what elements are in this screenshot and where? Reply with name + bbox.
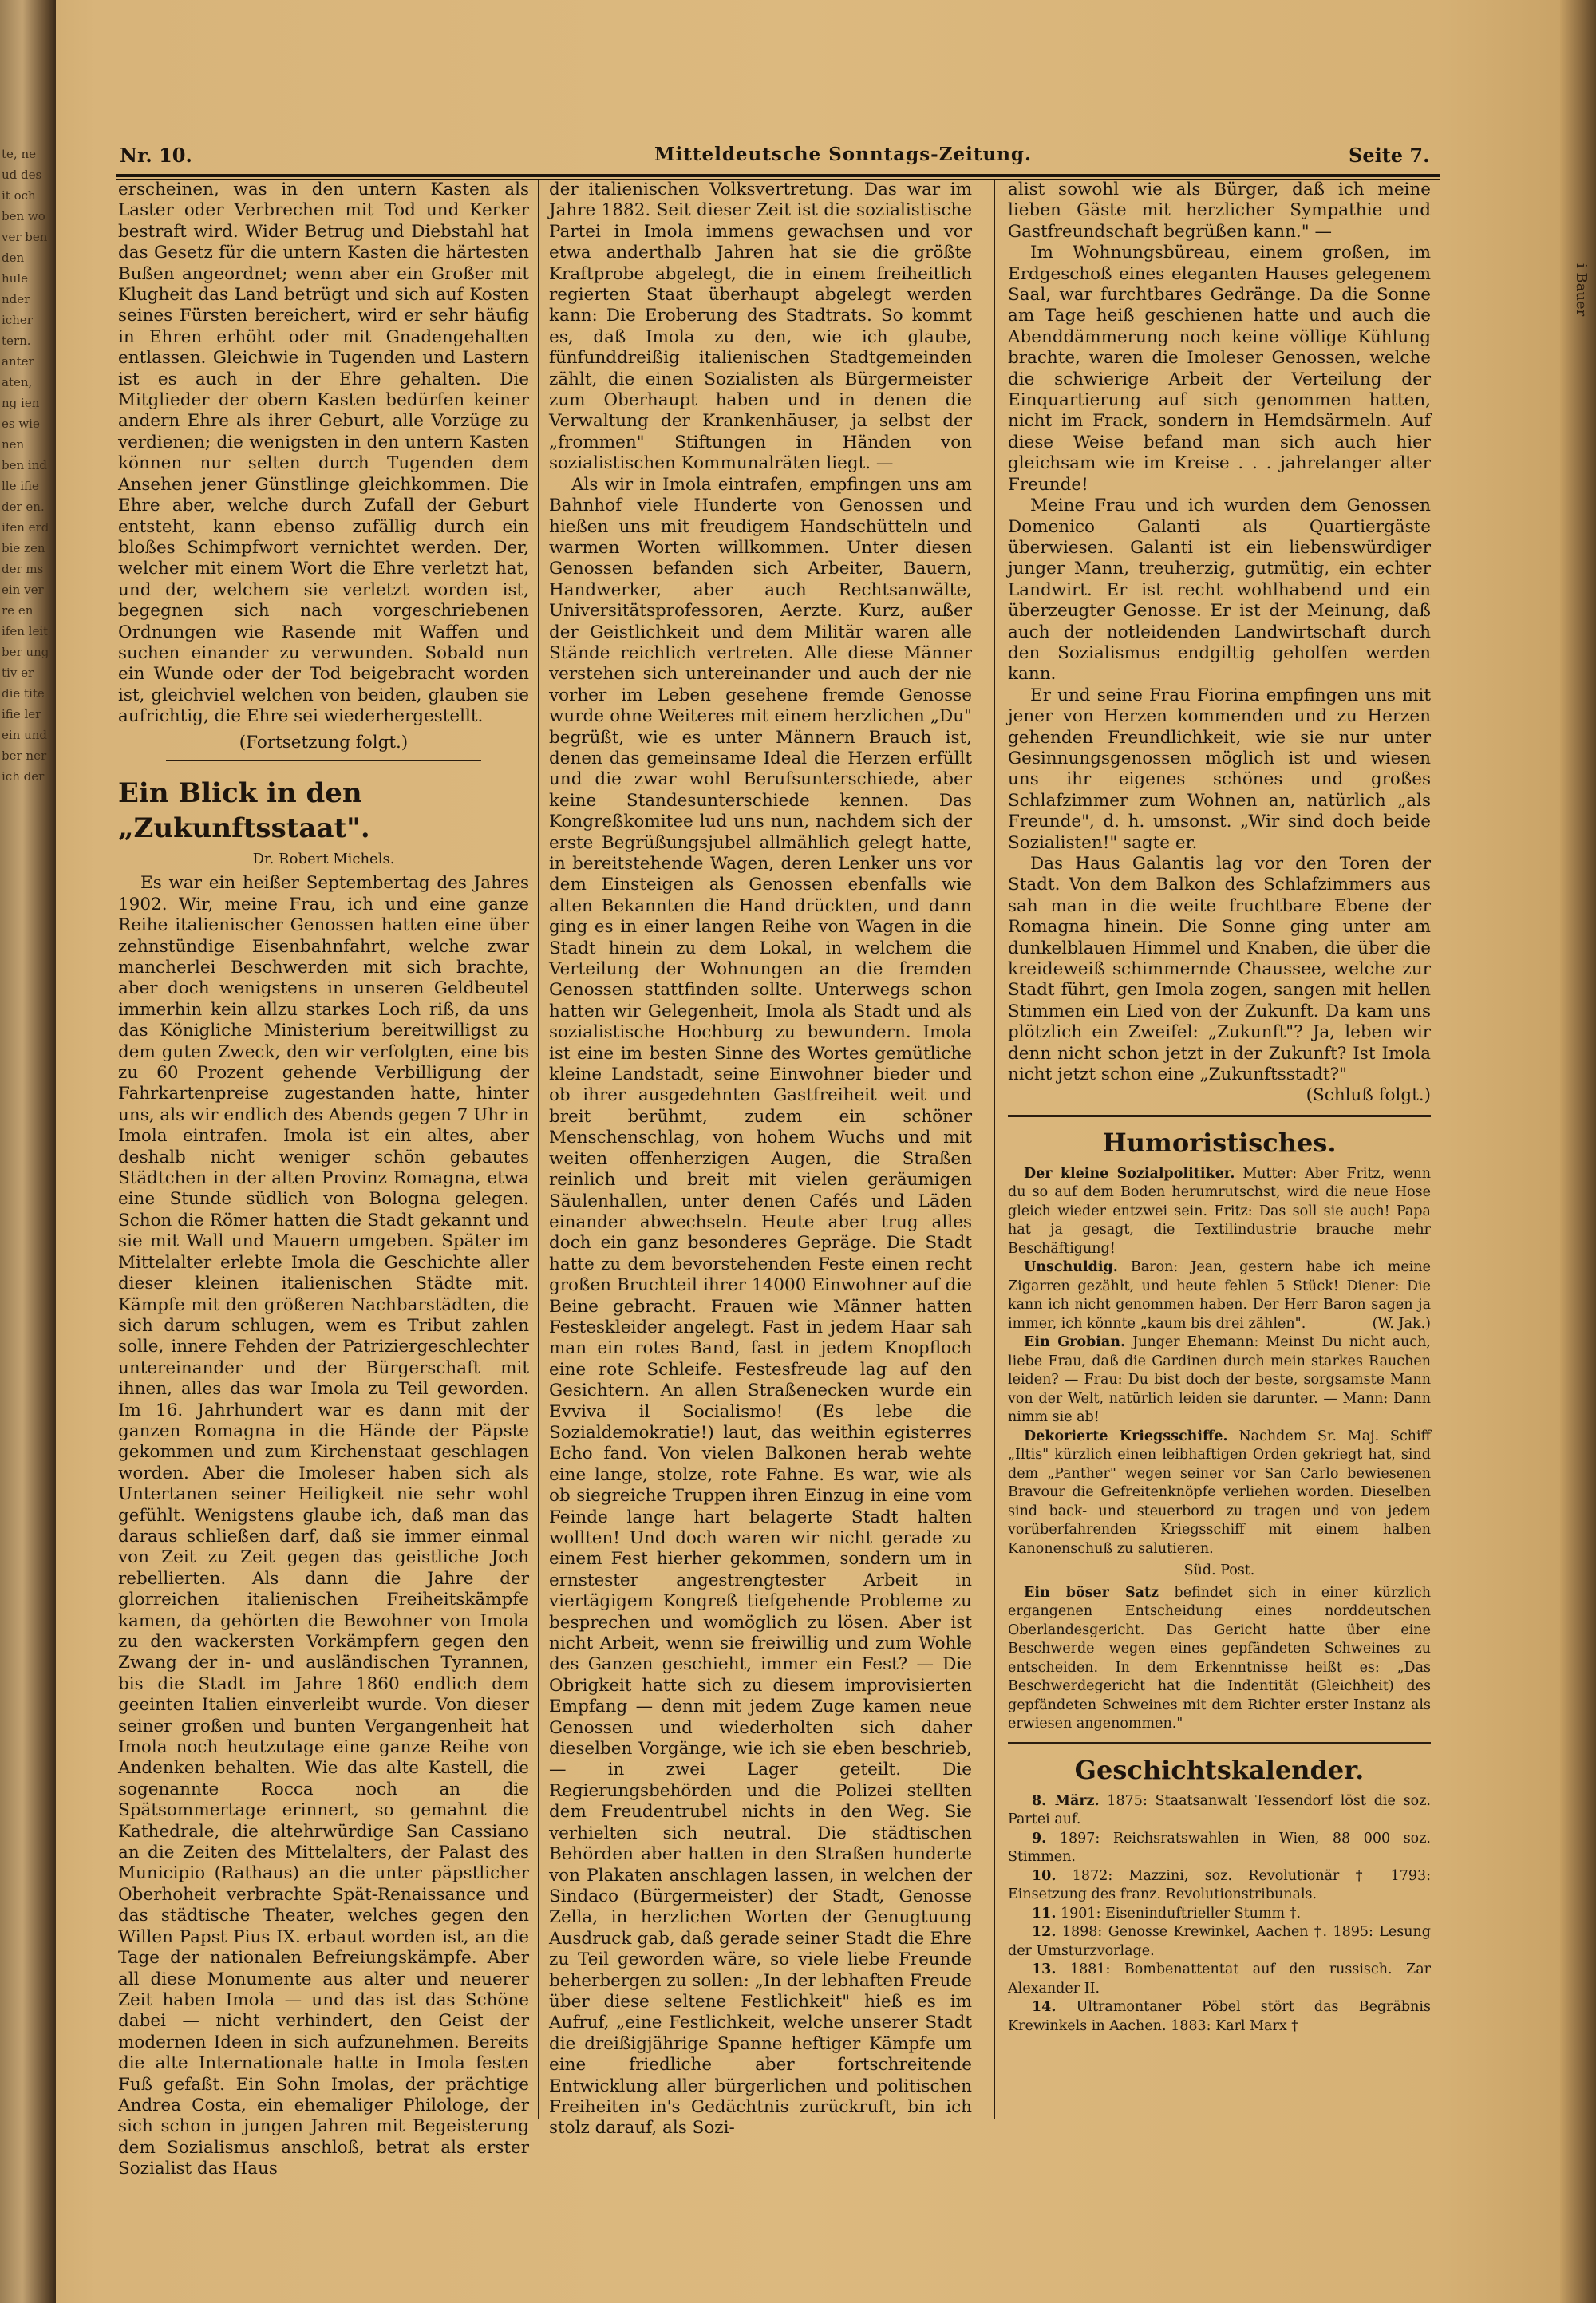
humor-item-heading: Dekorierte Kriegsschiffe.: [1024, 1428, 1228, 1444]
calendar-entry: [1008, 1830, 1431, 1867]
col1-paragraph-1: erscheinen, was in den untern Kasten als Laster oder Verbrechen mit Tod und Kerker bestraft wird. Wider Betrug und Diebstahl hat das Gesetz für die untern Kasten die härtesten Bußen angeordnet; wenn aber ein Großer mit Klugheit das Land betrügt und sich auf Kosten seines Fürsten bereichert, wird er sehr häufig in Ehren erhöht oder mit Gnadengehalten entlassen. Gleichwie in Tugenden und Lastern ist es auch in der Ehre gehalten. Die Mitglieder der obern Kasten bedürfen keiner andern Ehre als ihrer Geburt, alle Vorzüge zu verdienen; die wenigsten in den untern Kasten können nur selten durch Tugenden dem Ansehen jener Günstlinge gleichkommen. Die Ehre aber, welche durch Zufall der Geburt entsteht, kann ebenso zufällig durch ein bloßes Schimpfwort vernichtet werden. Der, welcher mit einem Wort die Ehre verletzt hat, und der, welchem sie verletzt worden ist, begegnen sich nach vorgeschriebenen Ordnungen wie Rasende mit Waffen und suchen einander zu verwunden. Sobald nun ein Wunde oder der Tod beigebracht worden ist, gleichviel welchen von beiden, glauben sie aufrichtig, die Ehre sei wiederhergestellt.: [118, 180, 529, 727]
humor-item: [1008, 1584, 1431, 1734]
column-divider-2: [994, 180, 995, 2119]
calendar-date: 11.: [1032, 1905, 1057, 1922]
humor-item-heading: Ein Grobian.: [1024, 1334, 1126, 1351]
calendar-text: Ultramontaner Pöbel stört das Begräbnis Krewinkels in Aachen. 1883: Karl Marx †: [1008, 1999, 1431, 2034]
calendar-text: 1897: Reichsratswahlen in Wien, 88 000 soz. Stimmen.: [1008, 1830, 1431, 1866]
col3-paragraph-3: Meine Frau und ich wurden dem Genossen Domenico Galanti als Quartiergäste überwiesen. Galanti ist ein liebenswürdiger junger Mann, treuherzig, gutmütig, ein echter Landwirt. Er ist recht wohlhabend und ein überzeugter Genosse. Er ist der Meinung, daß auch der notleidenden Landwirtschaft durch den Sozialismus endgiltig geholfen werden kann.: [1008, 496, 1431, 685]
calendar-entry: [1008, 1867, 1431, 1905]
calendar-text: 1872: Mazzini, soz. Revolutionär † 1793: Einsetzung des franz. Revolutionstribunals.: [1008, 1867, 1431, 1903]
calendar-text: 1881: Bombenattentat auf den russisch. Zar Alexander II.: [1008, 1961, 1431, 1997]
col3-paragraph-2: Im Wohnungsbüreau, einem großen, im Erdgeschoß eines eleganten Hauses gelegenem Saal, war furchtbares Gedränge. Da die Sonne am Tage heiß geschienen hatte und auch die Abenddämmerung noch keine völlige Kühlung brachte, waren die Imoleser Genossen, welche die schwierige Arbeit der Verteilung der Einquartierung auf sich genommen hatten, nicht im Frack, sondern in Hemdsärmeln. Auf diese Weise befand man sich auch hier gleichsam wie im Kreise . . . jahrelanger alter Freunde!: [1008, 243, 1431, 495]
humor-item-text: Junger Ehemann: Meinst Du nicht auch, liebe Frau, daß die Gardinen durch mein starkes Rauchen leiden? — Frau: Du bist doch der beste, sorgsamste Mann von der Welt, natürlich leiden sie darunter. — Mann: Dann nimm sie ab!: [1008, 1334, 1431, 1426]
col1-paragraph-2: Es war ein heißer Septembertag des Jahres 1902. Wir, meine Frau, ich und eine ganze Reihe italienischer Genossen hatten eine über zehnstündige Eisenbahnfahrt, welche zwar mancherlei Beschwerden mit sich brachte, aber doch wenigstens in unseren Geldbeutel immerhin kein allzu starkes Loch riß, da uns das Königliche Ministerium bereitwilligst zu dem guten Zweck, den wir verfolgten, eine bis zu 60 Prozent gehende Verbilligung der Fahrkartenpreise zugestanden hatte, hinter uns, als wir endlich des Abends gegen 7 Uhr in Imola eintrafen. Imola ist ein altes, aber deshalb nicht weniger schön gebautes Städtchen in der alten Provinz Romagna, etwa eine Stunde südlich von Bologna gelegen. Schon die Römer hatten die Stadt gekannt und sie mit Wall und Mauern umgeben. Später im Mittelalter erlebte Imola die Geschichte aller dieser kleinen italienischen Städte mit. Kämpfe mit den größeren Nachbarstädten, die sich darum schlugen, wem es Tribut zahlen solle, innere Fehden der Patriziergeschlechter untereinander und der Bürgerschaft mit ihnen, alles das war Imola zu Teil geworden. Im 16. Jahrhundert war es dann mit der ganzen Romagna in die Hände der Päpste gekommen und zum Kirchenstaat geschlagen worden. Aber die Imoleser haben sich als Untertanen seiner Heiligkeit nie sehr wohl gefühlt. Wenigstens glaube ich, daß man das daraus schließen darf, daß sie immer einmal von Zeit zu Zeit gegen das geistliche Joch rebellierten. Als dann die Jahre der glorreichen italienischen Freiheitskämpfe kamen, da gehörten die Bewohner von Imola zu den wackersten Vorkämpfern gegen den Zwang der in- und ausländischen Tyrannen, bis die Stadt im Jahre 1860 endlich dem geeinten Italien einverleibt wurde. Von dieser seiner großen und bunten Vergangenheit hat Imola noch heutzutage eine ganze Reihe von Andenken behalten. Wie das alte Kastell, die sogenannte Rocca noch an die Spätsommertage erinnert, so gemahnt die Kathedrale, die altehrwürdige San Cassiano an die Zeiten des Mittelalters, der Palast des Municipio (Rathaus) an die unter päpstlicher Oberhoheit verbrachte Spät-Renaissance und das städtische Theater, welches gegen den Willen Papst Pius IX. erbaut worden ist, an die Tage der nationalen Befreiungskämpfe. Aber all diese Monumente aus alter und neuerer Zeit haben Imola — und das ist das Schöne dabei — nicht verhindert, den Geist der modernen Ideen in sich aufzunehmen. Bereits die alte Internationale hatte in Imola festen Fuß gefaßt. Ein Sohn Imolas, der prächtige Andrea Costa, ein ehemaliger Philologe, der sich schon in jungen Jahren mit Begeisterung dem Sozialismus anschloß, betrat als erster Sozialist das Haus: [118, 873, 529, 2179]
calendar-section-title: Geschichtskalender.: [1074, 1754, 1365, 1785]
humor-item: [1008, 1333, 1431, 1428]
calendar-date: 8. März.: [1032, 1792, 1100, 1809]
column-1: [118, 180, 529, 2179]
humor-item-heading: Unschuldig.: [1024, 1259, 1118, 1276]
section-rule: [1008, 1742, 1431, 1744]
calendar-date: 14.: [1032, 1999, 1057, 2016]
humor-item-text: Baron: Jean, gestern habe ich meine Zigarren gezählt, und heute fehlen 5 Stück! Diener: Die kann ich nicht genommen haben. Der Herr Baron sagen ja immer, ich könnte „kaum bis drei zählen".: [1008, 1259, 1431, 1332]
col3-paragraph-4: Er und seine Frau Fiorina empfingen uns mit jener von Herzen kommenden und zu Herzen gehenden Freundlichkeit, wie sie nur unter Gesinnungsgenossen möglich ist und wiesen uns ihr eigenes schönes und großes Schlafzimmer zum Wohnen an, natürlich „als Freunde", d. h. umsonst. „Wir sind doch beide Sozialisten!" sagte er.: [1008, 685, 1431, 853]
humor-item: [1008, 1165, 1431, 1259]
right-edge-fragment: i Bauer: [1573, 263, 1590, 317]
page-number: Seite 7.: [1349, 144, 1430, 167]
article-title: Ein Blick in den „Zukunftsstaat".: [118, 776, 370, 844]
column-2: [549, 180, 972, 2139]
conclusion-note: (Schluß folgt.): [1306, 1085, 1431, 1106]
col3-paragraph-5: Das Haus Galantis lag vor den Toren der Stadt. Von dem Balkon des Schlafzimmers aus sah man in die weite fruchtbare Ebene der Romagna hinein. Die Sonne ging unter am dunkelblauen Himmel und Knaben, die über die kreideweiß schimmernde Chaussee, welche zur Stadt führt, gen Imola zogen, sangen mit hellen Stimmen ein Lied von der Zukunft. Da kam uns plötzlich ein Zweifel: „Zukunft"? Ja, leben wir denn nicht schon jetzt in der Zukunft? Ist Imola nicht jetzt schon eine „Zukunftsstadt?": [1008, 854, 1431, 1085]
binding-spine: [0, 0, 56, 2303]
humor-item: [1008, 1258, 1431, 1333]
newspaper-name: Mitteldeutsche Sonntags-Zeitung.: [654, 144, 1033, 165]
col2-paragraph-1: der italienischen Volksvertretung. Das war im Jahre 1882. Seit dieser Zeit ist die sozialistische Partei in Imola immens gewachsen und vor etwa anderthalb Jahren hat sie die größte Kraftprobe abgelegt, die in einem freiheitlich regierten Staat überhaupt abgelegt werden kann: Die Eroberung des Stadtrats. So kommt es, daß Imola zu den, wie ich glaube, fünfunddreißig italienischen Stadtgemeinden zählt, die einen Sozialisten als Bürgermeister zum Oberhaupt haben und in denen die Verwaltung der Krankenhäuser, ja selbst der „frommen" Stiftungen in Händen von sozialistischen Kommunalräten liegt. —: [549, 180, 972, 474]
column-divider-1: [538, 180, 539, 2119]
calendar-text: 1901: Eiseninduftrieller Stumm †.: [1061, 1905, 1302, 1922]
humor-section-title: Humoristisches.: [1102, 1127, 1337, 1158]
article-separator: [166, 760, 481, 761]
adjacent-page-fragments: te, ne ud des it och ben wo ver ben den hule nder icher tern. anter aten, ng ien es wie nen ben ind lle ifie der en. ifen erd bie zen der ms ein ver re en ifen leit ber ung tiv er die tite ifie ler ein und ber ner ich der: [2, 147, 49, 784]
calendar-entry: [1008, 1792, 1431, 1830]
humor-item-heading: Ein böser Satz: [1024, 1584, 1159, 1601]
issue-number: Nr. 10.: [120, 144, 192, 167]
calendar-text: 1875: Staatsanwalt Tessendorf löst die soz. Partei auf.: [1008, 1792, 1431, 1828]
col3-paragraph-1: alist sowohl wie als Bürger, daß ich meine lieben Gäste mit herzlicher Sympathie und Gastfreundschaft begrüßen kann." —: [1008, 180, 1431, 242]
calendar-entry: [1008, 1905, 1431, 1924]
humor-item-text: befindet sich in einer kürzlich ergangenen Entscheidung eines norddeutschen Oberlandesgericht. Das Gericht hatte über eine Beschwerde wegen eines gepfändeten Schweines zu entscheiden. In dem Erkenntnisse heißt es: „Das Beschwerdegericht hat die Indentität (Gleichheit) des gepfändeten Schweines mit dem Richter erster Instanz als erwiesen angenommen.": [1008, 1584, 1431, 1732]
humor-item-heading: Der kleine Sozialpolitiker.: [1024, 1165, 1235, 1182]
calendar-date: 13.: [1032, 1961, 1057, 1978]
section-rule: [1008, 1115, 1431, 1117]
calendar-entry: [1008, 1961, 1431, 1998]
calendar-entry: [1008, 1923, 1431, 1961]
article-author: Dr. Robert Michels.: [252, 850, 395, 867]
humor-item: [1008, 1428, 1431, 1559]
continued-note: (Fortsetzung folgt.): [239, 732, 409, 753]
calendar-section: [1008, 1792, 1431, 2036]
column-3: [1008, 180, 1431, 2119]
header-rule: [116, 174, 1440, 177]
calendar-entry: [1008, 1998, 1431, 2036]
humor-item-text: Mutter: Aber Fritz, wenn du so auf dem Boden herumrutschst, wird die neue Hose gleich wieder entzwei sein. Fritz: Das soll sie auch! Papa hat ja gesagt, die Textilindustrie brauche mehr Beschäftigung!: [1008, 1165, 1431, 1257]
calendar-date: 12.: [1032, 1924, 1057, 1941]
calendar-date: 10.: [1032, 1867, 1057, 1884]
humor-item-source: (W. Jak.): [1372, 1315, 1431, 1332]
calendar-date: 9.: [1032, 1830, 1047, 1847]
humor-item-source: Süd. Post.: [1183, 1562, 1255, 1579]
humor-section: [1008, 1165, 1431, 1734]
col2-paragraph-2: Als wir in Imola eintrafen, empfingen uns am Bahnhof viele Hunderte von Genossen und hießen uns mit freudigem Handschütteln und warmen Worten willkommen. Unter diesen Genossen befanden sich Arbeiter, Bauern, Handwerker, aber auch Rechtsanwälte, Universitätsprofessoren, Aerzte. Kurz, außer der Geistlichkeit und dem Militär waren alle Stände reichlich vertreten. Alle diese Männer verstehen sich untereinander und auch der nie vorher im Leben gesehene fremde Genosse wurde ohne Weiteres mit einem herzlichen „Du" begrüßt, wie es unter Männern Brauch ist, denen das gemeinsame Ideal die Herzen erfüllt und die zwar wohl Berufsunterschiede, aber keine Standesunterschiede kennen. Das Kongreßkomitee lud uns nun, nachdem sich der erste Begrüßungsjubel allmählich gelegt hatte, in bereitstehende Wagen, deren Lenker uns vor dem Einsteigen als Genossen ebenfalls wie alten Bekannten die Hand drückten, und dann ging es in einer langen Reihe von Wagen in die Stadt hinein zu dem Lokal, in welchem die Verteilung der Wohnungen an die fremden Genossen stattfinden sollte. Unterwegs schon hatten wir Gelegenheit, Imola als Stadt und als sozialistische Hochburg zu bewundern. Imola ist eine im besten Sinne des Wortes gemütliche kleine Landstadt, seine Einwohner bieder und ob ihrer ausgedehnten Gastfreiheit weit und breit berühmt, zudem ein schöner Menschenschlag, von hohem Wuchs und mit weiten offenherzigen Augen, die Straßen reinlich und breit mit vielen geräumigen Säulenhallen, unter denen Cafés und Läden einander abwechseln. Heute aber trug alles doch ein ganz besonderes Gepräge. Die Stadt hatte zu dem bevorstehenden Feste einen recht großen Bruchteil ihrer 14000 Einwohner auf die Beine gebracht. Frauen wie Männer hatten Festeskleider angelegt. Fast in jedem Haar sah man ein rotes Band, fast in jedem Knopfloch eine rote Schleife. Festesfreude lag auf den Gesichtern. An allen Straßenecken wurde ein Evviva il Socialismo! (Es lebe die Sozialdemokratie!) laut, das weithin egisterres Echo fand. Von vielen Balkonen herab wehte eine lange, stolze, rote Fahne. Es war, wie als ob siegreiche Truppen ihren Einzug in eine vom Feinde lange hart belagerte Stadt halten wollten! Und doch waren wir nicht gerade zu einem Fest hierher gekommen, sondern um in ernstester angestrengtester Arbeit in viertägigem Kongreß tiefgehende Probleme zu besprechen und womöglich zu lösen. Aber ist nicht Arbeit, wenn sie freiwillig und zum Wohle des Ganzen geschieht, immer ein Fest? — Die Obrigkeit hatte sich zu diesem improvisierten Empfang — denn mit jedem Zuge kamen neue Genossen und wiederholten sich daher dieselben Vorgänge, wie ich sie eben beschrieb, — in zwei Lager geteilt. Die Regierungsbehörden und die Polizei stellten dem Freudentrubel nichts in den Weg. Sie verhielten sich neutral. Die städtischen Behörden aber hatten in den Straßen hunderte von Plakaten anschlagen lassen, in welchen der Sindaco (Bürgermeister) der Stadt, Genosse Zella, in herzlichen Worten der Genugtuung Ausdruck gab, daß gerade seiner Stadt die Ehre zu Teil geworden wäre, so viele liebe Freunde beherbergen zu sollen: „In der lebhaften Freude über diese seltene Festlichkeit" hieß es im Aufruf, „eine Festlichkeit, welche unserer Stadt die dreißigjährige Spanne heftiger Kämpfe um eine friedliche aber fortschreitende Entwicklung aller bürgerlichen und politischen Freiheiten in's Gedächtnis zurückruft, bin ich stolz darauf, als Sozi-: [549, 474, 972, 2139]
humor-item-text: Nachdem Sr. Maj. Schiff „Iltis" kürzlich einen leibhaftigen Orden gekriegt hat, sind dem „Panther" wegen seiner vor San Carlo bewiesenen Bravour die Gefreitenknöpfe verliehen worden. Dieselben sind back- und steuerbord zu tragen und von jedem vorüberfahrenden Kriegsschiff mit einem halben Kanonenschuß zu salutieren.: [1008, 1428, 1431, 1557]
calendar-text: 1898: Genosse Krewinkel, Aachen †. 1895: Lesung der Umsturzvorlage.: [1008, 1924, 1431, 1959]
